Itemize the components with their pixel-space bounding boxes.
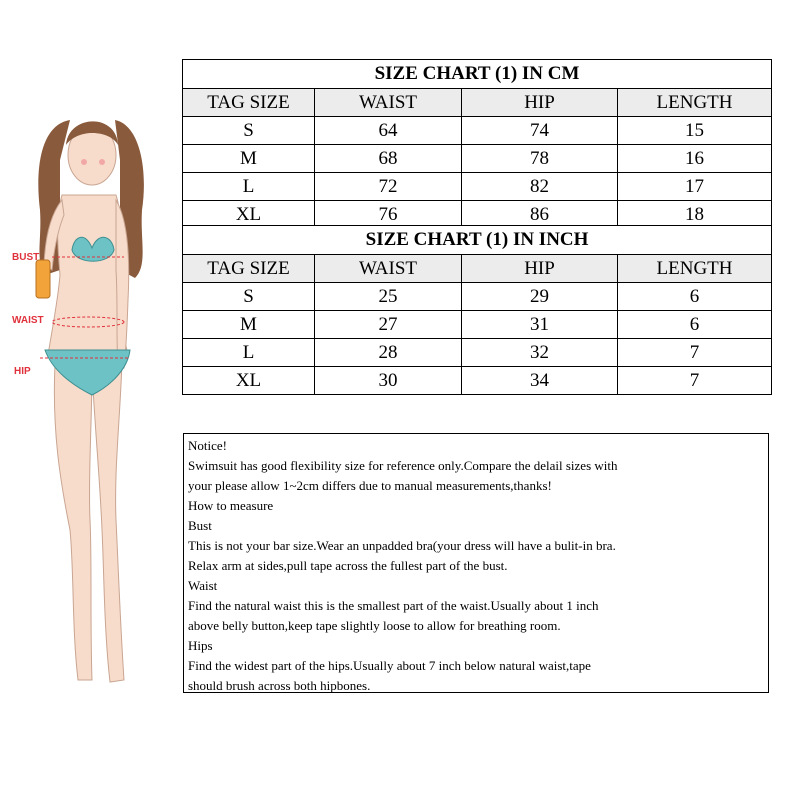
table-cell: 6: [618, 311, 772, 339]
notice-line: How to measure: [188, 498, 274, 513]
notice-line: This is not your bar size.Wear an unpadded bra(your dress will have a bulit-in bra.: [188, 538, 616, 553]
header-cell: LENGTH: [618, 89, 772, 117]
table-cell: 68: [315, 145, 462, 173]
table-cell: S: [183, 283, 315, 311]
table-cell: M: [183, 145, 315, 173]
notice-line: Find the natural waist this is the smallest part of the waist.Usually about 1 inch: [188, 598, 599, 613]
table-cell: 82: [462, 173, 618, 201]
table-cell: XL: [183, 367, 315, 395]
notice-line: Waist: [188, 578, 218, 593]
table-cell: 78: [462, 145, 618, 173]
header-cell: HIP: [462, 255, 618, 283]
notice-line: Swimsuit has good flexibility size for reference only.Compare the delail sizes with: [188, 458, 618, 473]
header-cell: TAG SIZE: [183, 255, 315, 283]
waist-label: WAIST: [12, 315, 44, 326]
size-chart-inch: [182, 225, 772, 395]
table-cell: 64: [315, 117, 462, 145]
table-cell: 27: [315, 311, 462, 339]
table-cell: 28: [315, 339, 462, 367]
table-cell: 7: [618, 367, 772, 395]
table-cell: 86: [462, 201, 618, 229]
header-cell: LENGTH: [618, 255, 772, 283]
table-header-row: [183, 255, 772, 283]
table-cell: S: [183, 117, 315, 145]
table-cell: M: [183, 311, 315, 339]
notice-line: above belly button,keep tape slightly loose to allow for breathing room.: [188, 618, 561, 633]
table-cell: 74: [462, 117, 618, 145]
table-cell: L: [183, 339, 315, 367]
header-cell: WAIST: [315, 89, 462, 117]
notice-line: Relax arm at sides,pull tape across the fullest part of the bust.: [188, 558, 508, 573]
header-cell: HIP: [462, 89, 618, 117]
notice-line: Notice!: [188, 438, 227, 453]
table-cell: 30: [315, 367, 462, 395]
table-cell: 15: [618, 117, 772, 145]
size-chart-cm: [182, 59, 772, 229]
size-chart-inch-title: SIZE CHART (1) IN INCH: [183, 226, 772, 255]
table-cell: 34: [462, 367, 618, 395]
table-cell: 7: [618, 339, 772, 367]
table-row: [183, 367, 772, 395]
table-cell: 25: [315, 283, 462, 311]
table-cell: 6: [618, 283, 772, 311]
header-cell: WAIST: [315, 255, 462, 283]
table-cell: 72: [315, 173, 462, 201]
table-cell: 17: [618, 173, 772, 201]
table-cell: 76: [315, 201, 462, 229]
notice-box: [183, 433, 769, 693]
hip-label: HIP: [14, 366, 31, 377]
table-row: [183, 117, 772, 145]
table-cell: 31: [462, 311, 618, 339]
notice-line: should brush across both hipbones.: [188, 678, 371, 693]
header-cell: TAG SIZE: [183, 89, 315, 117]
bust-label: BUST: [12, 252, 40, 263]
table-cell: 18: [618, 201, 772, 229]
table-cell: 29: [462, 283, 618, 311]
table-row: [183, 283, 772, 311]
table-row: [183, 173, 772, 201]
notice-line: Find the widest part of the hips.Usually about 7 inch below natural waist,tape: [188, 658, 591, 673]
table-row: [183, 145, 772, 173]
model-illustration: [0, 100, 180, 700]
table-header-row: [183, 89, 772, 117]
notice-line: your please allow 1~2cm differs due to manual measurements,thanks!: [188, 478, 552, 493]
table-cell: L: [183, 173, 315, 201]
table-row: [183, 311, 772, 339]
notice-line: Hips: [188, 638, 213, 653]
table-cell: 16: [618, 145, 772, 173]
size-chart-cm-title: SIZE CHART (1) IN CM: [183, 60, 772, 89]
table-cell: XL: [183, 201, 315, 229]
notice-line: Bust: [188, 518, 212, 533]
table-cell: 32: [462, 339, 618, 367]
table-row: [183, 339, 772, 367]
